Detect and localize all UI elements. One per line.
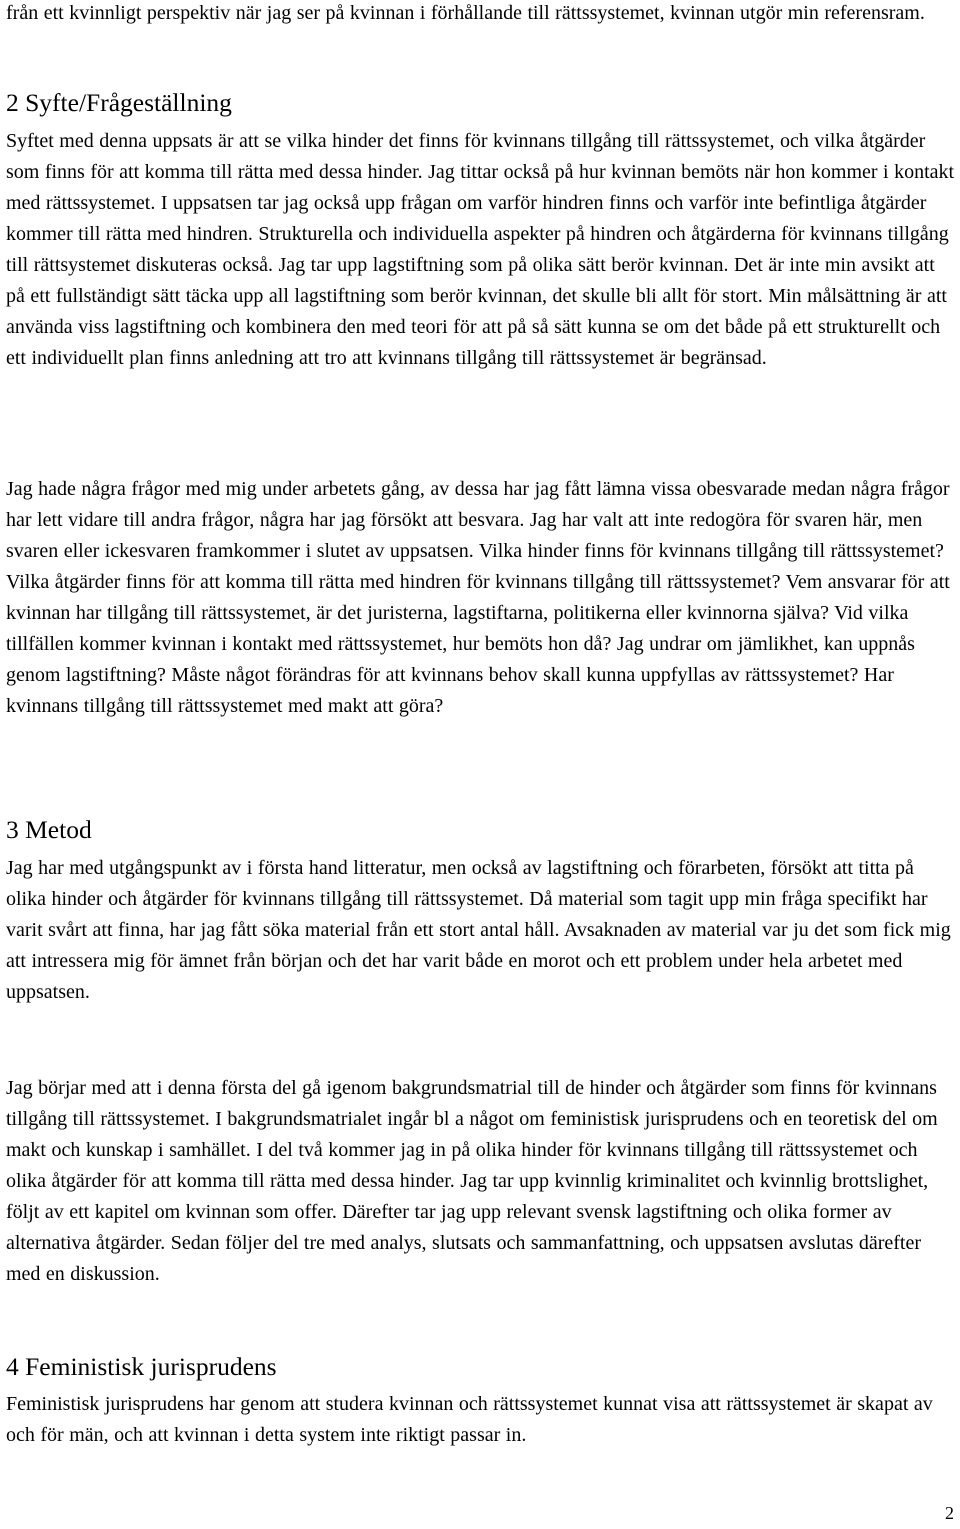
feministisk-jurisprudens-paragraph: Feministisk jurisprudens har genom att studera kvinnan och rättssystemet kunnat visa att rättssystemet är skapat av och för män, och att kvinnan i detta system inte riktigt passar in.	[6, 1393, 933, 1446]
fragor-paragraph: Jag hade några frågor med mig under arbetets gång, av dessa har jag fått lämna vissa obesvarade medan några frågor har lett vidare till andra frågor, några har jag försökt att besvara. Jag har valt att inte redogöra för svaren här, men svaren eller ickesvaren framkommer i slutet av uppsatsen. Vilka hinder finns för kvinnans tillgång till rättssystemet? Vilka åtgärder finns för att komma till rätta med hindren för kvinnans tillgång till rättssystemet? Vem ansvarar för att kvinnan har tillgång till rättssystemet, är det juristerna, lagstiftarna, politikerna eller kvinnorna själva? Vid vilka tillfällen kommer kvinnan i kontakt med rättssystemet, hur bemöts hon då? Jag undrar om jämlikhet, kan uppnås genom lagstiftning? Måste något förändras för att kvinnans behov skall kunna uppfyllas av rättssystemet? Har kvinnans tillgång till rättssystemet med makt att göra?	[6, 478, 950, 717]
section-heading-metod: 3 Metod	[6, 815, 92, 844]
intro-paragraph: från ett kvinnligt perspektiv när jag ser på kvinnan i förhållande till rättssystemet, kvinnan utgör min referensram.	[6, 2, 925, 24]
disposition-paragraph: Jag börjar med att i denna första del gå igenom bakgrundsmatrial till de hinder och åtgärder som finns för kvinnans tillgång till rättssystemet. I bakgrundsmatrialet ingår bl a något om feministisk jurisprudens och en teoretisk del om makt och kunskap i samhället. I del två kommer jag in på olika hinder för kvinnans tillgång till rättssystemet och olika åtgärder för att komma till rätta med dessa hinder. Jag tar upp kvinnlig kriminalitet och kvinnlig brottslighet, följt av ett kapitel om kvinnan som offer. Därefter tar jag upp relevant svensk lagstiftning och olika former av alternativa åtgärder. Sedan följer del tre med analys, slutsats och sammanfattning, och uppsatsen avslutas därefter med en diskussion.	[6, 1077, 938, 1285]
page-number: 2	[945, 1503, 954, 1523]
syfte-paragraph: Syftet med denna uppsats är att se vilka hinder det finns för kvinnans tillgång till rättssystemet, och vilka åtgärder som finns för att komma till rätta med dessa hinder. Jag tittar också på hur kvinnan bemöts när hon kommer i kontakt med rättssystemet. I uppsatsen tar jag också upp frågan om varför hindren finns och varför inte befintliga åtgärder kommer till rätta med hindren. Strukturella och individuella aspekter på hindren och åtgärderna för kvinnans tillgång till rättsystemet diskuteras också. Jag tar upp lagstiftning som på olika sätt berör kvinnan. Det är inte min avsikt att på ett fullständigt sätt täcka upp all lagstiftning som berör kvinnan, det skulle bli allt för stort. Min målsättning är att använda viss lagstiftning och kombinera den med teori för att på så sätt kunna se om det både på ett strukturellt och ett individuellt plan finns anledning att tro att kvinnans tillgång till rättssystemet är begränsad.	[6, 130, 955, 369]
section-heading-syfte: 2 Syfte/Frågeställning	[6, 88, 232, 117]
metod-paragraph: Jag har med utgångspunkt av i första hand litteratur, men också av lagstiftning och förarbeten, försökt att titta på olika hinder och åtgärder för kvinnans tillgång till rättssystemet. Då material som tagit upp min fråga specifikt har varit svårt att finna, har jag fått söka material från ett stort antal håll. Avsaknaden av material var ju det som fick mig att intressera mig för ämnet från början och det har varit både en morot och ett problem under hela arbetet med uppsatsen.	[6, 857, 951, 1003]
section-heading-feministisk-jurisprudens: 4 Feministisk jurisprudens	[6, 1352, 277, 1381]
